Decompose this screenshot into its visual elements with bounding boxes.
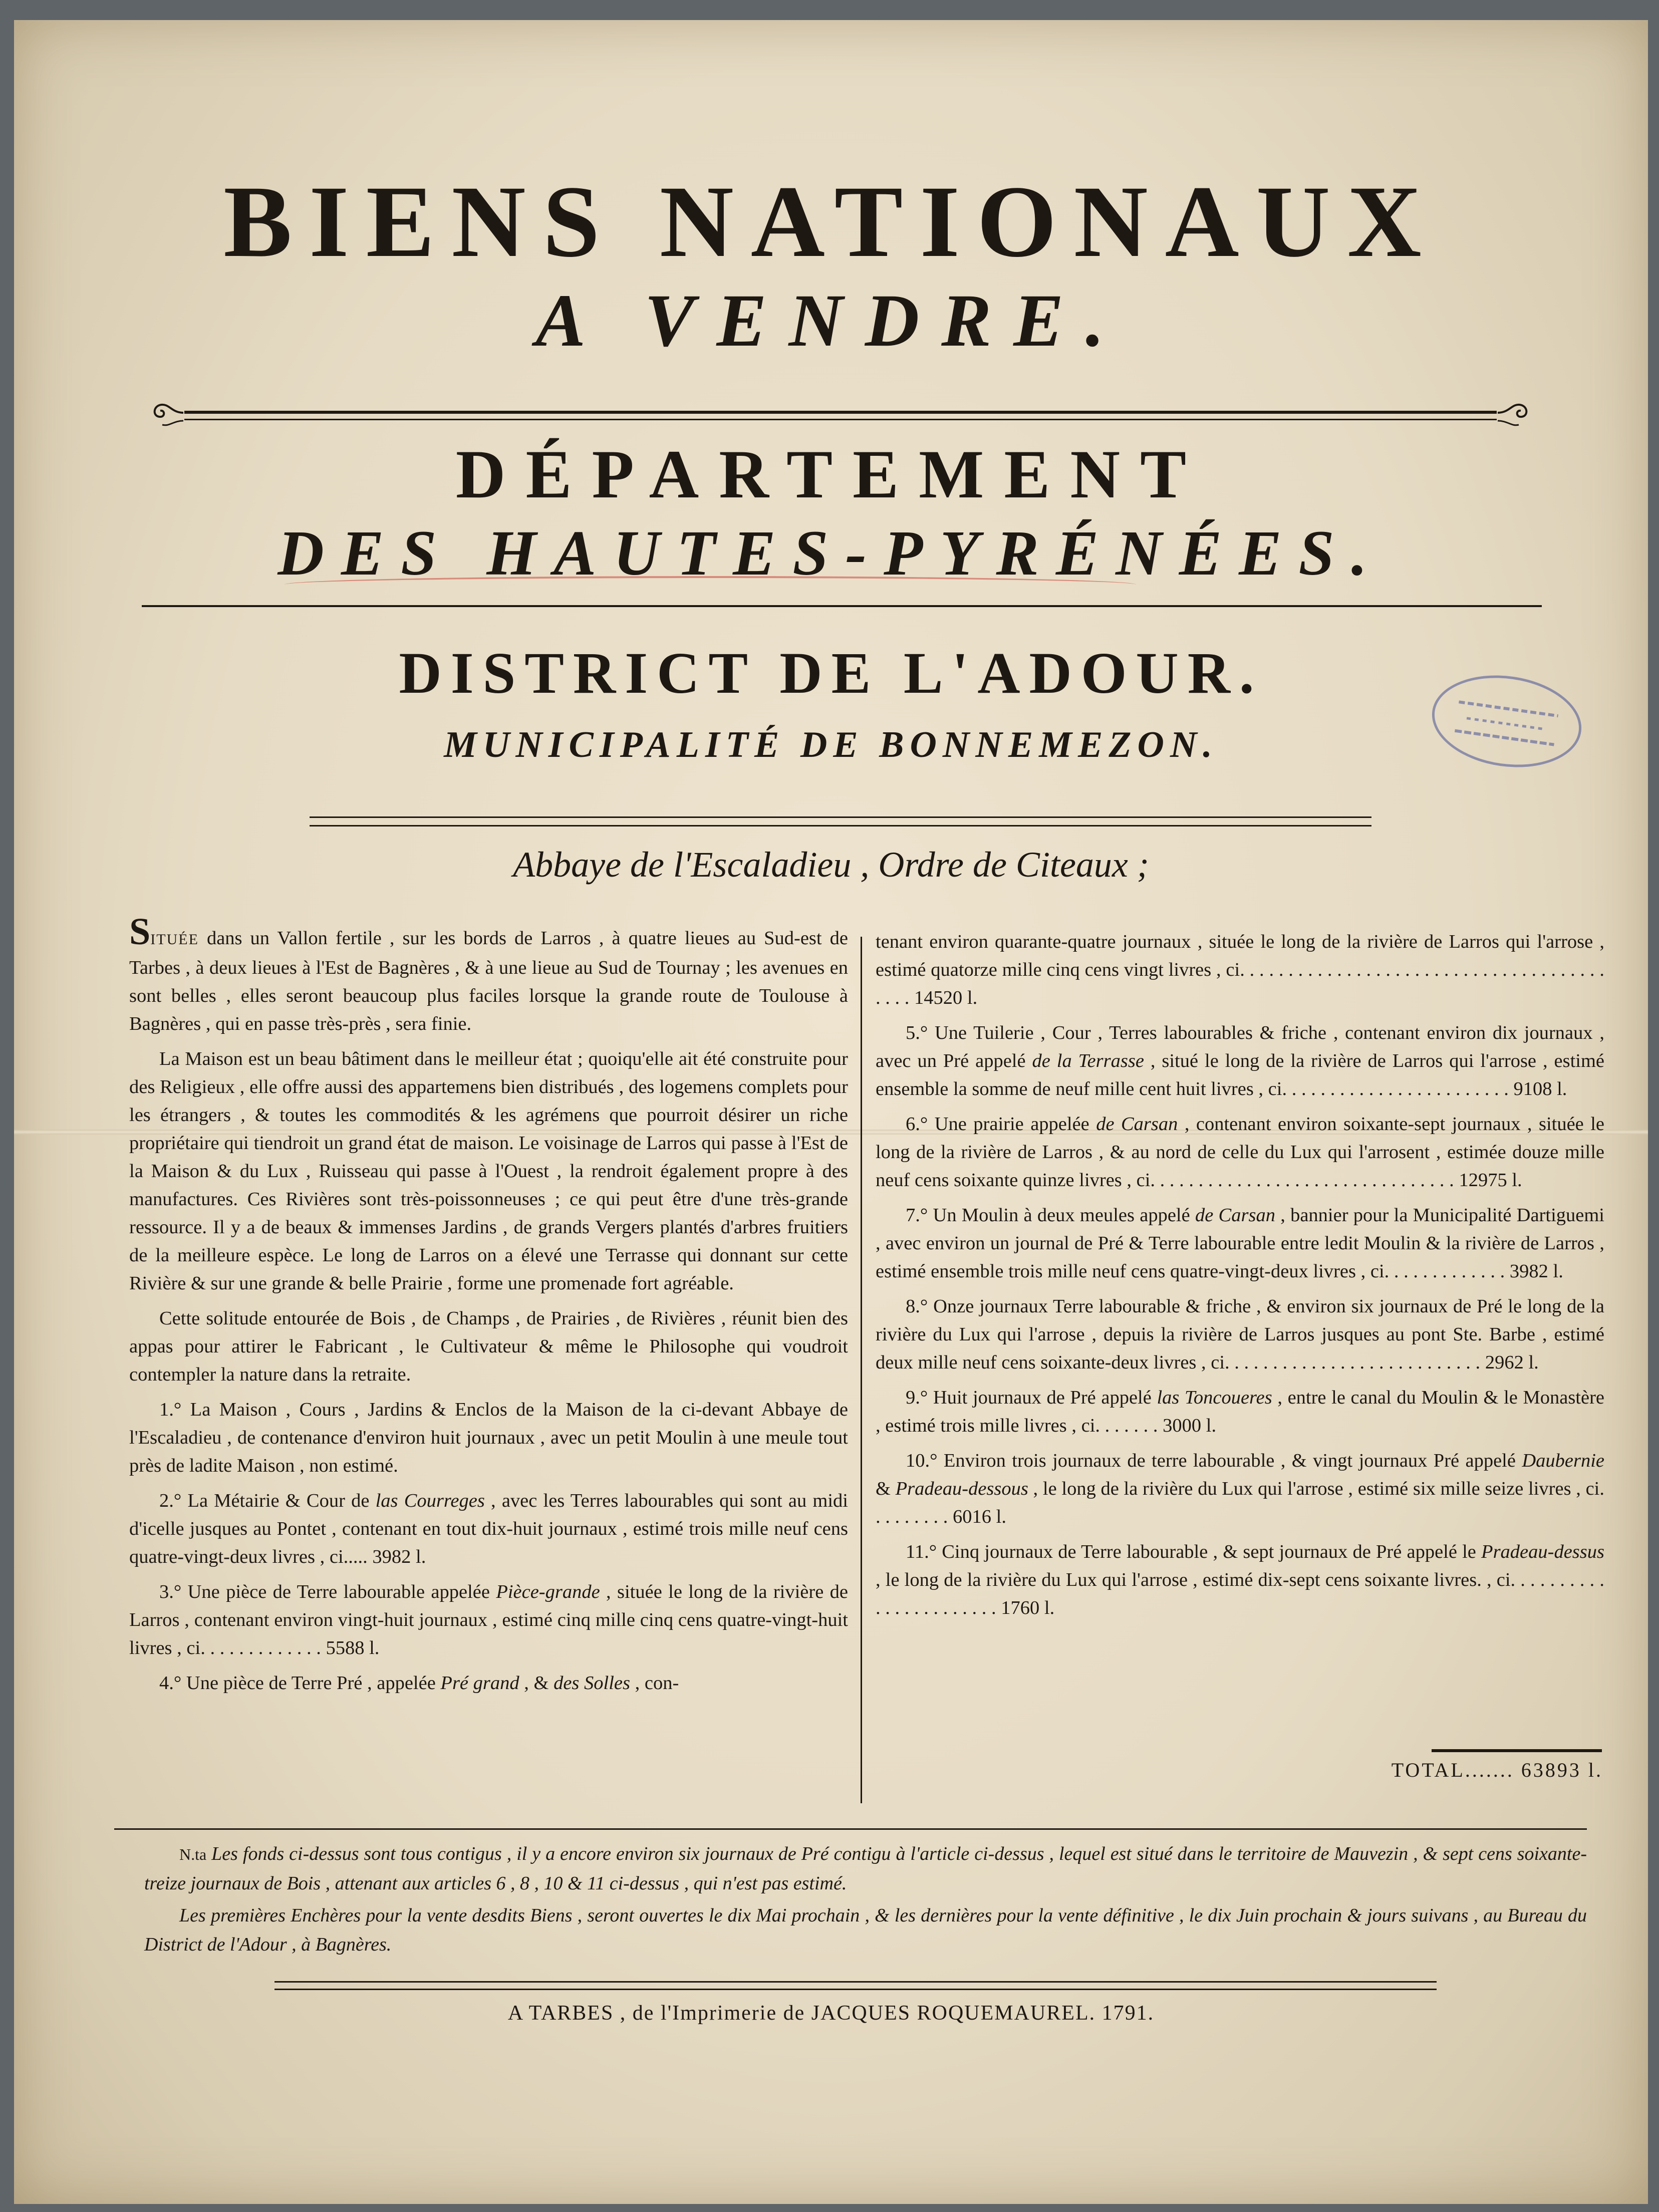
departement-name: DES HAUTES-PYRÉNÉES. (278, 517, 1385, 589)
lot-8-amount: 2962 l. (1485, 1352, 1539, 1373)
ornament-line-thick (184, 411, 1497, 414)
lot-2-name: las Courreges (375, 1490, 485, 1511)
nota-bene (144, 1839, 1587, 1898)
lot-10-text: 10.° Environ trois journaux de terre labourable , & vingt journaux Pré appelé (906, 1450, 1522, 1471)
notes-block (144, 1839, 1587, 1962)
lot-3-name: Pièce-grande (496, 1581, 600, 1602)
lot-10-text-b: , le long de la rivière du Lux qui l'arrose , estimé six mille seize livres , ci. . . . . . . . . (876, 1478, 1604, 1527)
lot-7 (876, 1201, 1604, 1285)
scroll-ornament-left (149, 401, 184, 429)
lot-2-text: 2.° La Métairie & Cour de (159, 1490, 376, 1511)
lot-4-name-2: des Solles (554, 1673, 630, 1694)
double-rule (310, 816, 1371, 826)
lot-9-amount: 3000 l. (1163, 1415, 1217, 1436)
total-line (1392, 1758, 1603, 1782)
total-amount: 63893 l. (1521, 1759, 1603, 1781)
lot-2-text-b: , avec les Terres labourables qui sont au midi d'icelle jusques au Pontet , contenant en tout dix-huit journaux , estimé trois mille neuf cens quatre-vingt-deux livres , ci..... (129, 1490, 848, 1567)
solitude-paragraph: Cette solitude entourée de Bois , de Champs , de Prairies , de Rivières , réunit bien des appas pour attirer le Fabricant , le Cultivateur & même le Philosophe qui voudroit contempler la nature dans la retraite. (129, 1308, 848, 1385)
column-divider (861, 937, 862, 1803)
nota-label: N.ta (179, 1845, 207, 1863)
lot-10-name-1: Daubernie (1522, 1450, 1604, 1471)
encheres-note: Les premières Enchères pour la vente desdits Biens , seront ouvertes le dix Mai prochain , & les dernières pour la vente définitive , le dix Juin prochain & jours suivans , au Bureau du District de l'Adour , à Bagnères. (144, 1905, 1587, 1955)
lot-4-continued (876, 928, 1604, 1012)
municipalite-heading: MUNICIPALITÉ DE BONNEMEZON. (444, 724, 1218, 765)
lot-6-name: de Carsan (1096, 1114, 1178, 1135)
notes-rule (114, 1828, 1587, 1830)
lot-9-text: 9.° Huit journaux de Pré appelé (906, 1387, 1157, 1408)
lot-9-name: las Toncoueres (1157, 1387, 1272, 1408)
total-label: TOTAL....... (1391, 1759, 1514, 1781)
red-pencil-mark (285, 576, 1136, 593)
lot-7-text-b: , bannier pour la Municipalité Dartiguemi , avec environ un journal de Pré & Terre labourable entre ledit Moulin & la rivière de Larros , estimé ensemble trois mille neuf cens quatre-vingt-deux livres , ci. . . . . . . . . . . . . (876, 1205, 1604, 1282)
lot-6-text-b: , contenant environ soixante-sept journaux , située le long de la rivière de Larros , & au nord de celle du Lux qui l'arrosent , estimée douze mille neuf cens soixante quinze livres , ci. . . . . . . . . . . . . . . . . . . . . . . . . . . . . . . . (876, 1114, 1604, 1191)
intro-text: dans un Vallon fertile , sur les bords de Larros , à quatre lieues au Sud-est de Tarbes , à deux lieues à l'Est de Bagnères , & à une lieue au Sud de Tournay ; les avenues en sont belles , elles seront beaucoup plus faciles lorsque la grande route de Toulouse à Bagnères , qui en passe très-près , sera finie. (129, 928, 848, 1034)
ornament-line-thin (184, 419, 1497, 420)
lot-2 (129, 1487, 848, 1571)
lot-4-text-b: , con- (630, 1673, 679, 1694)
lot-11 (876, 1538, 1604, 1622)
lot-6-text: 6.° Une prairie appelée (906, 1114, 1096, 1135)
lot-5-name: de la Terrasse (1032, 1050, 1144, 1071)
main-title: BIENS NATIONAUX (223, 165, 1439, 279)
nota-text: Les fonds ci-dessus sont tous contigus , il y a encore environ six journaux de Pré contigu à l'article ci-dessus , lequel est situé dans le territoire de Mauvezin , & sept cens soixante-treize journaux de Bois , attenant aux articles 6 , 8 , 10 & 11 ci-dessus , qui n'est pas estimé. (144, 1843, 1587, 1894)
scroll-ornament-right (1497, 401, 1532, 429)
lot-7-name: de Carsan (1195, 1205, 1275, 1226)
lot-10-amount: 6016 l. (953, 1506, 1006, 1527)
lot-4-amount: 14520 l. (914, 987, 978, 1008)
sale-subtitle: A VENDRE. (535, 279, 1127, 362)
departement-heading: DÉPARTEMENT (455, 436, 1207, 512)
lot-3-text-b: , située le long de la rivière de Larros , contenant environ vingt-huit journaux , estimé cinq mille cinq cens quatre-vingt-huit livres , ci. . . . . . . . . . . . . (129, 1581, 848, 1658)
lot-6-amount: 12975 l. (1459, 1170, 1522, 1191)
lot-8 (876, 1292, 1604, 1376)
right-column (876, 928, 1604, 1629)
intro-smallcaps: ITUÉE (150, 931, 199, 948)
poster-sheet (14, 20, 1648, 2204)
lot-4-name-1: Pré grand (440, 1673, 519, 1694)
lot-4-mid: , & (519, 1673, 554, 1694)
ornamental-rule (149, 401, 1532, 431)
lot-5-amount: 9108 l. (1513, 1078, 1567, 1099)
lot-4-text: 4.° Une pièce de Terre Pré , appelée (159, 1673, 441, 1694)
lot-9 (876, 1384, 1604, 1440)
lot-7-amount: 3982 l. (1509, 1261, 1563, 1282)
printer-imprint: A TARBES , de l'Imprimerie de JACQUES ROQUEMAUREL. 1791. (507, 2002, 1155, 2025)
lot-4-start (129, 1669, 848, 1697)
lot-1: 1.° La Maison , Cours , Jardins & Enclos de la Maison de la ci-devant Abbaye de l'Escaladieu , de contenance d'environ huit journaux , avec un petit Moulin à une meule tout près de ladite Maison , non estimé. (129, 1399, 848, 1476)
lot-5-text: 5.° Une Tuilerie , Cour , Terres labourables & friche , contenant environ dix journaux , avec un Pré appelé (876, 1022, 1604, 1071)
lot-3-amount: 5588 l. (326, 1637, 380, 1658)
intro-paragraph (129, 911, 848, 1038)
lot-10-name-2: Pradeau-dessous (895, 1478, 1028, 1499)
dropcap: S (129, 911, 151, 953)
district-heading: DISTRICT DE L'ADOUR. (399, 640, 1263, 706)
lot-11-amount: 1760 l. (1001, 1597, 1055, 1618)
divider-rule (142, 605, 1542, 607)
lot-11-text-b: , le long de la rivière du Lux qui l'arrose , estimé dix-sept cens soixante livres. , ci. . . . . . . . . . . . . . . . . . . . . . . (876, 1569, 1604, 1618)
lot-3 (129, 1578, 848, 1662)
lot-2-amount: 3982 l. (372, 1546, 426, 1567)
imprint-rule (274, 1981, 1437, 1990)
lot-3-text: 3.° Une pièce de Terre labourable appelée (159, 1581, 496, 1602)
lot-4-cont-text: tenant environ quarante-quatre journaux , située le long de la rivière de Larros qui l'arrose , estimé quatorze mille cinq cens vingt livres , ci. . . . . . . . . . . . . . . . . . . . . . . . . . . . . . . . . . . . . . . . . . (876, 931, 1604, 1008)
total-rule (1432, 1749, 1602, 1752)
lot-8-text: 8.° Onze journaux Terre labourable & friche , & environ six journaux de Pré le long de la rivière du Lux qui l'arrose , depuis la rivière de Larros jusques au pont Ste. Barbe , estimé deux mille neuf cens soixante-deux livres , ci. . . . . . . . . . . . . . . . . . . . . . . . . . . (876, 1296, 1604, 1373)
abbaye-heading: Abbaye de l'Escaladieu , Ordre de Citeaux ; (513, 845, 1149, 885)
lot-5 (876, 1019, 1604, 1103)
lot-11-text: 11.° Cinq journaux de Terre labourable , & sept journaux de Pré appelé le (906, 1541, 1482, 1562)
stamp-marks (1444, 691, 1569, 752)
lot-9-text-b: , entre le canal du Moulin & le Monastère , estimé trois mille livres , ci. . . . . . . (876, 1387, 1604, 1436)
lot-10 (876, 1447, 1604, 1531)
lot-10-mid: & (876, 1478, 896, 1499)
left-column (129, 911, 848, 1704)
maison-paragraph: La Maison est un beau bâtiment dans le meilleur état ; quoiqu'elle ait été construite pour des Religieux , elle offre aussi des appartemens bien distribués , des logemens complets pour les étrangers , & toutes les commodités & les agrémens que pourroit désirer un riche propriétaire qui tiendroit un grand état de maison. Le voisinage de Larros qui passe à l'Est de la Maison & du Lux , Ruisseau qui passe à l'Ouest , la rendroit également propre à des manufactures. Ces Rivières sont très-poissonneuses ; ce qui peut être d'une très-grande ressource. Il y a de beaux & immenses Jardins , de grands Vergers plantés d'arbres fruitiers de la meilleure espèce. Le long de Larros on a élevé une Terrasse qui donnant sur cette Rivière & sur une grande & belle Prairie , forme une promenade fort agréable. (129, 1048, 848, 1294)
lot-11-name: Pradeau-dessus (1481, 1541, 1604, 1562)
lot-5-text-b: , situé le long de la rivière de Larros qui l'arrose , estimé ensemble la somme de neuf mille cent huit livres , ci. . . . . . . . . . . . . . . . . . . . . . . . (876, 1050, 1604, 1099)
lot-7-text: 7.° Un Moulin à deux meules appelé (906, 1205, 1195, 1226)
lot-6 (876, 1110, 1604, 1194)
